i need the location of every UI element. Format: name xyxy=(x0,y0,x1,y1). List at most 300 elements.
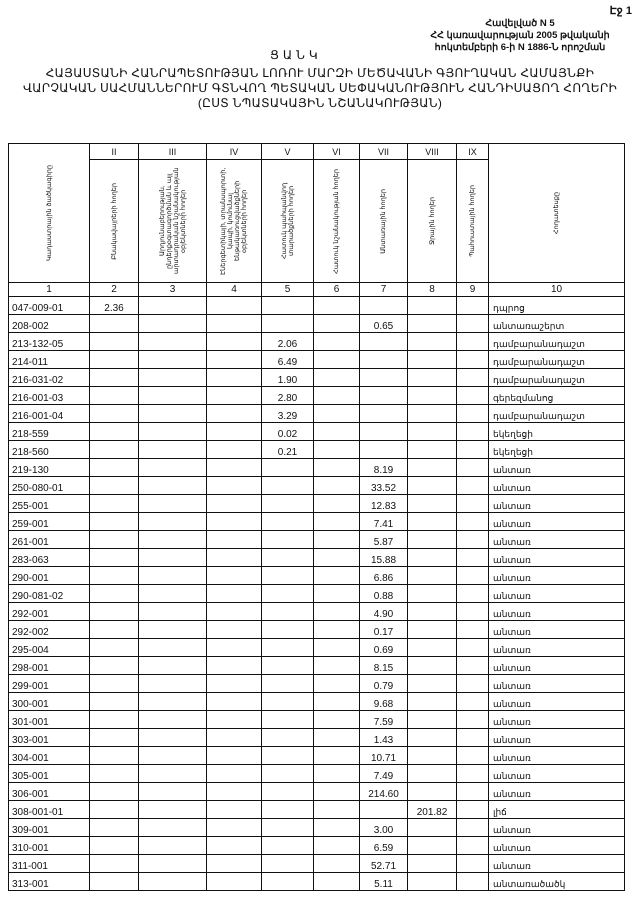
area-value xyxy=(207,495,262,513)
column-number: 8 xyxy=(408,283,457,297)
area-value xyxy=(408,387,457,405)
column-number: 10 xyxy=(489,283,625,297)
area-value xyxy=(408,405,457,423)
table-row xyxy=(9,837,625,855)
roman-header: V xyxy=(262,144,314,160)
area-value xyxy=(408,297,457,315)
area-value xyxy=(408,441,457,459)
area-value: 0.65 xyxy=(360,315,408,333)
land-type: դամբարանադաշտ xyxy=(489,405,625,423)
area-value xyxy=(314,459,360,477)
area-value: 0.88 xyxy=(360,585,408,603)
area-value xyxy=(457,477,489,495)
area-value xyxy=(457,423,489,441)
header-text: Պահուստային հողեր xyxy=(469,185,476,257)
area-value xyxy=(457,855,489,873)
area-value xyxy=(207,405,262,423)
area-value: 0.17 xyxy=(360,621,408,639)
table-row xyxy=(9,603,625,621)
area-value: 10.71 xyxy=(360,747,408,765)
area-value xyxy=(207,297,262,315)
land-type: եկեղեցի xyxy=(489,441,625,459)
table-row xyxy=(9,855,625,873)
header-text: Արդյունաբերության, ընդերքօգտագործման և այլ արտադրական նշանակության օբյեկտների հողեր xyxy=(158,167,187,275)
area-value xyxy=(139,549,207,567)
area-value xyxy=(457,495,489,513)
table-row xyxy=(9,387,625,405)
area-value xyxy=(408,531,457,549)
area-value xyxy=(262,513,314,531)
area-value xyxy=(90,873,139,891)
table-row xyxy=(9,333,625,351)
area-value xyxy=(314,765,360,783)
area-value xyxy=(408,351,457,369)
cadastral-code: 310-001 xyxy=(9,837,90,855)
area-value xyxy=(90,531,139,549)
area-value xyxy=(139,333,207,351)
area-value xyxy=(457,801,489,819)
cadastral-code: 303-001 xyxy=(9,729,90,747)
area-value xyxy=(139,441,207,459)
area-value xyxy=(408,783,457,801)
header-text: Բնակավայրերի հողեր xyxy=(110,182,118,260)
area-value xyxy=(314,513,360,531)
area-value xyxy=(314,621,360,639)
area-value xyxy=(139,621,207,639)
area-value xyxy=(408,495,457,513)
area-value xyxy=(408,621,457,639)
area-value xyxy=(90,351,139,369)
area-value xyxy=(90,801,139,819)
table-row xyxy=(9,729,625,747)
area-value xyxy=(139,315,207,333)
table-row xyxy=(9,513,625,531)
area-value xyxy=(457,765,489,783)
area-value xyxy=(207,855,262,873)
header-industrial-land xyxy=(139,160,207,283)
land-type: անտառաշերտ xyxy=(489,315,625,333)
area-value xyxy=(139,369,207,387)
area-value xyxy=(314,297,360,315)
area-value xyxy=(360,801,408,819)
area-value xyxy=(457,441,489,459)
area-value xyxy=(207,351,262,369)
land-type: անտառ xyxy=(489,855,625,873)
land-type: անտառ xyxy=(489,837,625,855)
area-value xyxy=(207,711,262,729)
header-text: Անտառային հողեր xyxy=(380,188,387,254)
area-value xyxy=(314,423,360,441)
table-row xyxy=(9,351,625,369)
area-value xyxy=(90,837,139,855)
area-value xyxy=(139,693,207,711)
roman-header: VI xyxy=(314,144,360,160)
area-value xyxy=(90,441,139,459)
area-value xyxy=(457,297,489,315)
cadastral-code: 216-001-04 xyxy=(9,405,90,423)
area-value: 0.69 xyxy=(360,639,408,657)
land-type: դպրոց xyxy=(489,297,625,315)
area-value xyxy=(207,459,262,477)
area-value xyxy=(139,405,207,423)
area-value xyxy=(207,549,262,567)
area-value xyxy=(90,657,139,675)
land-type: անտառածածկ xyxy=(489,873,625,891)
table-row xyxy=(9,549,625,567)
area-value xyxy=(90,513,139,531)
table-row xyxy=(9,459,625,477)
area-value xyxy=(314,549,360,567)
area-value xyxy=(207,513,262,531)
area-value: 4.90 xyxy=(360,603,408,621)
header-protected-land xyxy=(262,160,314,283)
area-value xyxy=(262,747,314,765)
header-cadastral-code xyxy=(9,144,90,283)
area-value xyxy=(207,819,262,837)
area-value xyxy=(457,351,489,369)
area-value xyxy=(457,819,489,837)
area-value xyxy=(262,549,314,567)
area-value: 2.36 xyxy=(90,297,139,315)
area-value xyxy=(90,459,139,477)
area-value xyxy=(139,711,207,729)
area-value xyxy=(314,441,360,459)
area-value xyxy=(314,315,360,333)
area-value xyxy=(90,477,139,495)
land-type: անտառ xyxy=(489,693,625,711)
column-number: 2 xyxy=(90,283,139,297)
area-value xyxy=(90,639,139,657)
land-type: դամբարանադաշտ xyxy=(489,369,625,387)
area-value xyxy=(207,315,262,333)
table-row xyxy=(9,873,625,891)
area-value xyxy=(314,477,360,495)
area-value xyxy=(139,765,207,783)
area-value: 12.83 xyxy=(360,495,408,513)
area-value xyxy=(457,369,489,387)
land-type: անտառ xyxy=(489,531,625,549)
table-row xyxy=(9,621,625,639)
land-type: անտառ xyxy=(489,657,625,675)
area-value xyxy=(262,855,314,873)
area-value xyxy=(207,837,262,855)
area-value xyxy=(408,765,457,783)
area-value xyxy=(457,333,489,351)
area-value xyxy=(457,603,489,621)
area-value xyxy=(314,657,360,675)
header-settlement-land xyxy=(90,160,139,283)
area-value xyxy=(207,423,262,441)
cadastral-code: 309-001 xyxy=(9,819,90,837)
header-text: Հատուկ նշանակության հողեր xyxy=(333,168,340,274)
area-value: 8.19 xyxy=(360,459,408,477)
area-value xyxy=(457,657,489,675)
land-type: անտառ xyxy=(489,711,625,729)
area-value: 7.41 xyxy=(360,513,408,531)
area-value xyxy=(314,837,360,855)
area-value xyxy=(139,837,207,855)
area-value xyxy=(457,549,489,567)
area-value xyxy=(314,675,360,693)
land-type: անտառ xyxy=(489,639,625,657)
area-value xyxy=(262,315,314,333)
area-value xyxy=(139,603,207,621)
area-value xyxy=(139,531,207,549)
area-value xyxy=(314,567,360,585)
area-value xyxy=(262,711,314,729)
area-value: 5.11 xyxy=(360,873,408,891)
land-type: դամբարանադաշտ xyxy=(489,351,625,369)
cadastral-code: 208-002 xyxy=(9,315,90,333)
area-value xyxy=(139,783,207,801)
header-text: Հողատեսքը xyxy=(553,191,560,235)
area-value: 3.29 xyxy=(262,405,314,423)
area-value xyxy=(314,603,360,621)
area-value xyxy=(457,531,489,549)
area-value xyxy=(207,801,262,819)
area-value: 2.80 xyxy=(262,387,314,405)
area-value xyxy=(262,837,314,855)
column-number-row xyxy=(9,283,625,297)
table-row xyxy=(9,297,625,315)
land-type: անտառ xyxy=(489,513,625,531)
area-value xyxy=(90,621,139,639)
area-value xyxy=(90,819,139,837)
cadastral-code: 295-004 xyxy=(9,639,90,657)
table-row xyxy=(9,531,625,549)
area-value xyxy=(207,693,262,711)
area-value xyxy=(360,297,408,315)
cadastral-code: 218-560 xyxy=(9,441,90,459)
column-number: 7 xyxy=(360,283,408,297)
area-value xyxy=(139,459,207,477)
area-value: 6.59 xyxy=(360,837,408,855)
area-value xyxy=(408,585,457,603)
area-value xyxy=(314,405,360,423)
area-value xyxy=(207,531,262,549)
area-value xyxy=(314,873,360,891)
area-value xyxy=(457,675,489,693)
table-row xyxy=(9,801,625,819)
column-number: 3 xyxy=(139,283,207,297)
area-value: 8.15 xyxy=(360,657,408,675)
cadastral-code: 250-080-01 xyxy=(9,477,90,495)
area-value xyxy=(314,819,360,837)
area-value: 201.82 xyxy=(408,801,457,819)
land-type: լիճ xyxy=(489,801,625,819)
area-value: 5.87 xyxy=(360,531,408,549)
area-value: 0.02 xyxy=(262,423,314,441)
area-value xyxy=(139,747,207,765)
area-value xyxy=(457,405,489,423)
area-value xyxy=(90,405,139,423)
area-value xyxy=(457,711,489,729)
area-value xyxy=(262,819,314,837)
area-value xyxy=(408,747,457,765)
area-value xyxy=(90,783,139,801)
area-value xyxy=(457,513,489,531)
area-value xyxy=(90,765,139,783)
table-row xyxy=(9,657,625,675)
area-value xyxy=(457,783,489,801)
annex-line: Հավելված N 5 xyxy=(485,18,555,29)
roman-header: IX xyxy=(457,144,489,160)
header-water-land xyxy=(408,160,457,283)
area-value xyxy=(139,639,207,657)
area-value xyxy=(457,387,489,405)
area-value xyxy=(139,675,207,693)
area-value xyxy=(457,693,489,711)
land-type: գերեզմանոց xyxy=(489,387,625,405)
area-value xyxy=(457,639,489,657)
area-value xyxy=(360,351,408,369)
annex-reference xyxy=(420,18,620,54)
area-value xyxy=(408,423,457,441)
area-value: 9.68 xyxy=(360,693,408,711)
land-type: եկեղեցի xyxy=(489,423,625,441)
land-type: անտառ xyxy=(489,477,625,495)
area-value xyxy=(314,531,360,549)
annex-line: ՀՀ կառավարության 2005 թվականի xyxy=(430,30,610,41)
area-value xyxy=(457,315,489,333)
cadastral-code: 304-001 xyxy=(9,747,90,765)
table-row xyxy=(9,783,625,801)
area-value xyxy=(360,333,408,351)
land-type: անտառ xyxy=(489,495,625,513)
area-value xyxy=(314,747,360,765)
cadastral-code: 255-001 xyxy=(9,495,90,513)
cadastral-code: 047-009-01 xyxy=(9,297,90,315)
area-value xyxy=(139,819,207,837)
column-number: 4 xyxy=(207,283,262,297)
document-title: ՀԱՅԱՍՏԱՆԻ ՀԱՆՐԱՊԵՏՈՒԹՅԱՆ ԼՈՌՈՒ ՄԱՐԶԻ ՄԵԾԱՎԱՆԻ ԳՅՈՒՂԱԿԱՆ ՀԱՄԱՅՆՔԻ ՎԱՐՉԱԿԱՆ ՍԱՀՄԱՆՆԵՐՈՒՄ ԳՏՆՎՈՂ ՊԵՏԱԿԱՆ ՍԵՓԱԿԱՆՈՒԹՅՈՒՆ ՀԱՆԴԻՍԱՑՈՂ ՀՈՂԵՐԻ (ԸՍՏ ՆՊԱՏԱԿԱՅԻՆ ՆՇԱՆԱԿՈՒԹՅԱՆ) xyxy=(22,66,618,110)
area-value xyxy=(262,459,314,477)
area-value xyxy=(360,369,408,387)
area-value xyxy=(314,729,360,747)
column-number: 6 xyxy=(314,283,360,297)
table-row xyxy=(9,495,625,513)
area-value xyxy=(207,783,262,801)
table-row xyxy=(9,423,625,441)
area-value xyxy=(262,675,314,693)
area-value xyxy=(262,477,314,495)
table-row xyxy=(9,477,625,495)
land-type: անտառ xyxy=(489,783,625,801)
area-value xyxy=(314,387,360,405)
area-value xyxy=(408,657,457,675)
cadastral-code: 306-001 xyxy=(9,783,90,801)
area-value xyxy=(262,297,314,315)
area-value xyxy=(262,603,314,621)
area-value xyxy=(90,603,139,621)
cadastral-code: 305-001 xyxy=(9,765,90,783)
table-row xyxy=(9,441,625,459)
area-value xyxy=(207,873,262,891)
cadastral-code: 218-559 xyxy=(9,423,90,441)
cadastral-code: 261-001 xyxy=(9,531,90,549)
area-value xyxy=(207,585,262,603)
area-value: 1.43 xyxy=(360,729,408,747)
area-value xyxy=(90,585,139,603)
area-value: 1.90 xyxy=(262,369,314,387)
area-value xyxy=(90,747,139,765)
area-value xyxy=(408,315,457,333)
roman-header: III xyxy=(139,144,207,160)
area-value xyxy=(139,729,207,747)
area-value xyxy=(90,315,139,333)
header-text: Ջրային հողեր xyxy=(428,197,436,245)
area-value xyxy=(90,711,139,729)
header-text: Հատուկ պահպանվող տարածքների հողեր xyxy=(280,182,295,260)
area-value xyxy=(408,477,457,495)
roman-header: VII xyxy=(360,144,408,160)
area-value: 6.49 xyxy=(262,351,314,369)
area-value xyxy=(262,567,314,585)
area-value xyxy=(262,531,314,549)
area-value xyxy=(262,873,314,891)
area-value xyxy=(408,837,457,855)
page-number: Էջ 1 xyxy=(609,5,632,17)
land-type: դամբարանադաշտ xyxy=(489,333,625,351)
area-value xyxy=(262,495,314,513)
area-value xyxy=(139,351,207,369)
area-value xyxy=(139,567,207,585)
area-value: 6.86 xyxy=(360,567,408,585)
area-value xyxy=(207,333,262,351)
area-value xyxy=(90,369,139,387)
cadastral-code: 292-001 xyxy=(9,603,90,621)
area-value xyxy=(408,369,457,387)
area-value xyxy=(360,387,408,405)
area-value: 52.71 xyxy=(360,855,408,873)
area-value: 2.06 xyxy=(262,333,314,351)
land-type: անտառ xyxy=(489,819,625,837)
area-value xyxy=(408,729,457,747)
area-value xyxy=(457,621,489,639)
area-value xyxy=(314,351,360,369)
table-row xyxy=(9,369,625,387)
area-value xyxy=(90,423,139,441)
area-value xyxy=(408,333,457,351)
area-value xyxy=(408,711,457,729)
area-value xyxy=(457,459,489,477)
area-value xyxy=(90,675,139,693)
area-value xyxy=(408,639,457,657)
area-value xyxy=(457,585,489,603)
area-value xyxy=(139,873,207,891)
area-value xyxy=(139,423,207,441)
area-value xyxy=(314,783,360,801)
area-value xyxy=(139,297,207,315)
area-value xyxy=(90,567,139,585)
area-value xyxy=(139,801,207,819)
area-value xyxy=(314,855,360,873)
header-forest-land xyxy=(360,160,408,283)
area-value: 7.49 xyxy=(360,765,408,783)
cadastral-code: 290-081-02 xyxy=(9,585,90,603)
area-value xyxy=(314,801,360,819)
area-value xyxy=(262,801,314,819)
area-value: 0.21 xyxy=(262,441,314,459)
land-type: անտառ xyxy=(489,585,625,603)
table-row xyxy=(9,567,625,585)
list-title: ՑԱՆԿ xyxy=(270,48,322,62)
area-value xyxy=(207,603,262,621)
cadastral-code: 219-130 xyxy=(9,459,90,477)
area-value xyxy=(262,657,314,675)
area-value xyxy=(457,729,489,747)
area-value xyxy=(139,513,207,531)
